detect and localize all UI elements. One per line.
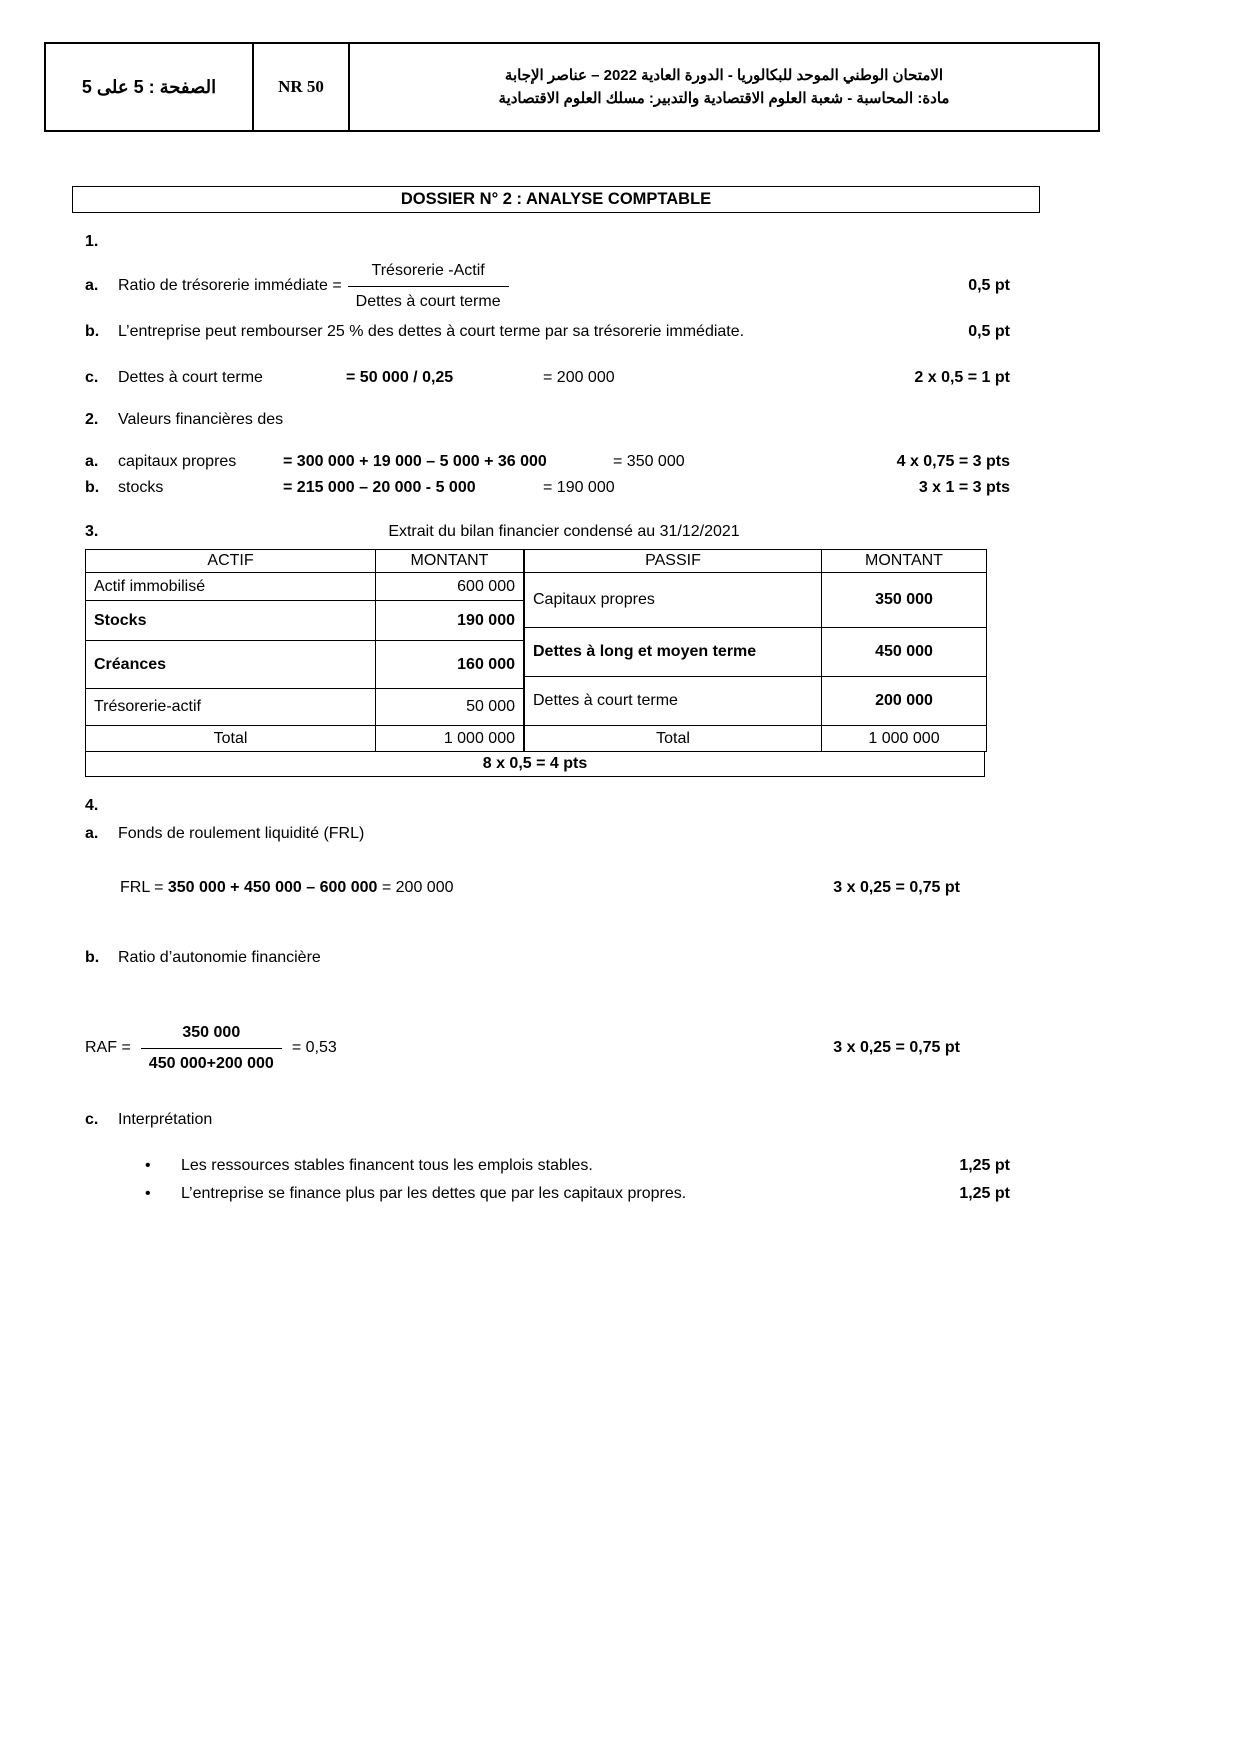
question-4-number: 4. [85, 797, 99, 814]
actif-row-value: 190 000 [376, 601, 524, 641]
passif-row-value: 200 000 [822, 677, 987, 726]
actif-header: ACTIF [86, 550, 376, 573]
raf-computation [85, 1019, 1010, 1077]
answer-4a-label: a. [85, 825, 99, 842]
montant-actif-header: MONTANT [376, 550, 524, 573]
answer-2a-expression: = 300 000 + 19 000 – 5 000 + 36 000 [283, 453, 547, 470]
passif-row-value: 350 000 [822, 573, 987, 628]
ratio-fraction [348, 257, 509, 315]
bilan-actif-table [85, 549, 524, 752]
raf-prefix: RAF = [85, 1039, 131, 1056]
answer-1c-points: 2 x 0,5 = 1 pt [914, 369, 1010, 386]
table-row [86, 573, 524, 601]
interpretation-text: Les ressources stables financent tous les emplois stables. [181, 1157, 593, 1174]
passif-total-label: Total [525, 726, 822, 752]
passif-header: PASSIF [525, 550, 822, 573]
frl-result: = 200 000 [381, 879, 454, 896]
answer-2a-result: = 350 000 [613, 453, 685, 470]
frl-points: 3 x 0,25 = 0,75 pt [833, 879, 960, 896]
answer-4a-text: Fonds de roulement liquidité (FRL) [118, 825, 365, 842]
answer-4b-text: Ratio d’autonomie financière [118, 949, 321, 966]
answer-2b-result: = 190 000 [543, 479, 615, 496]
actif-row-label: Actif immobilisé [86, 573, 376, 601]
bilan-caption: Extrait du bilan financier condensé au 31/12/2021 [388, 523, 740, 540]
montant-passif-header: MONTANT [822, 550, 987, 573]
bilan-header-row [86, 550, 524, 573]
table-row [525, 677, 987, 726]
answer-1c-expression: = 50 000 / 0,25 [346, 369, 454, 386]
question-2-heading [85, 407, 1010, 433]
answer-2b-points: 3 x 1 = 3 pts [918, 479, 1010, 496]
answer-1c-result: = 200 000 [543, 369, 615, 386]
interpretation-points: 1,25 pt [959, 1157, 1010, 1174]
actif-row-label: Trésorerie-actif [86, 689, 376, 726]
question-3-number: 3. [85, 523, 99, 540]
page-header [44, 42, 1100, 132]
answer-1c-label: c. [85, 369, 99, 386]
frl-expression: 350 000 + 450 000 – 600 000 [167, 879, 378, 896]
answer-4b [85, 945, 1010, 971]
answer-2a-name: capitaux propres [118, 453, 237, 470]
actif-total-row [86, 726, 524, 752]
table-row [525, 573, 987, 628]
answer-4b-label: b. [85, 949, 100, 966]
passif-row-label: Dettes à long et moyen terme [525, 628, 822, 677]
answer-1b-label: b. [85, 323, 100, 340]
question-2-number: 2. [85, 411, 99, 428]
answer-1b-text: L’entreprise peut rembourser 25 % des dettes à court terme par sa trésorerie immédiate. [118, 323, 745, 340]
bullet-icon: • [145, 1185, 151, 1202]
page-number-cell: الصفحة : 5 على 5 [46, 44, 254, 130]
passif-total-row [525, 726, 987, 752]
answer-1b [85, 319, 1010, 345]
answer-4c-text: Interprétation [118, 1111, 213, 1128]
raf-fraction [141, 1019, 282, 1077]
fraction-denominator: Dettes à court terme [355, 293, 501, 310]
bullet-icon: • [145, 1157, 151, 1174]
interpretation-points: 1,25 pt [959, 1185, 1010, 1202]
exam-title-cell [350, 44, 1098, 130]
raf-result: = 0,53 [291, 1039, 337, 1056]
actif-row-value: 50 000 [376, 689, 524, 726]
bilan-points-row: 8 x 0,5 = 4 pts [85, 752, 985, 777]
dossier-title: DOSSIER N° 2 : ANALYSE COMPTABLE [72, 186, 1040, 213]
answer-1c [85, 365, 1010, 391]
fraction-numerator: Trésorerie -Actif [348, 257, 509, 287]
interpretation-bullet-1 [145, 1153, 1010, 1179]
answer-1a-points: 0,5 pt [968, 277, 1010, 294]
exam-title-line1: الامتحان الوطني الموحد للبكالوريا - الدورة العادية 2022 – عناصر الإجابة [504, 66, 944, 84]
answers-content [85, 229, 1010, 1207]
answer-2a [85, 449, 1010, 475]
answer-2b [85, 475, 1010, 501]
raf-denominator: 450 000+200 000 [148, 1055, 274, 1072]
table-row [86, 601, 524, 641]
answer-1b-points: 0,5 pt [968, 323, 1010, 340]
answer-1a-label: a. [85, 277, 99, 294]
table-row [86, 689, 524, 726]
answer-2b-expression: = 215 000 – 20 000 - 5 000 [283, 479, 476, 496]
passif-row-label: Dettes à court terme [525, 677, 822, 726]
answer-2b-label: b. [85, 479, 100, 496]
answer-1a [85, 257, 1010, 315]
answer-4c [85, 1107, 1010, 1133]
frl-computation [120, 875, 1010, 901]
actif-total-label: Total [86, 726, 376, 752]
bilan-table [85, 549, 985, 777]
answer-2a-label: a. [85, 453, 99, 470]
passif-row-value: 450 000 [822, 628, 987, 677]
passif-row-label: Capitaux propres [525, 573, 822, 628]
question-2-text: Valeurs financières des [118, 411, 284, 428]
interpretation-bullet-2 [145, 1181, 1010, 1207]
actif-total-value: 1 000 000 [376, 726, 524, 752]
table-row [86, 641, 524, 689]
actif-row-value: 160 000 [376, 641, 524, 689]
answer-2b-name: stocks [118, 479, 164, 496]
bilan-header-row [525, 550, 987, 573]
frl-prefix: FRL = [120, 879, 164, 896]
raf-points: 3 x 0,25 = 0,75 pt [833, 1039, 960, 1056]
actif-row-label: Stocks [86, 601, 376, 641]
exam-title-line2: مادة: المحاسبة - شعبة العلوم الاقتصادية والتدبير: مسلك العلوم الاقتصادية [498, 90, 950, 107]
answer-2a-points: 4 x 0,75 = 3 pts [896, 453, 1010, 470]
answer-4a [85, 821, 1010, 847]
interpretation-text: L’entreprise se finance plus par les dettes que par les capitaux propres. [181, 1185, 687, 1202]
bilan-passif-table [524, 549, 987, 752]
table-row [525, 628, 987, 677]
actif-row-value: 600 000 [376, 573, 524, 601]
exam-reference-cell: NR 50 [254, 44, 350, 130]
raf-numerator: 350 000 [141, 1019, 282, 1049]
answer-4c-label: c. [85, 1111, 99, 1128]
answer-1c-text: Dettes à court terme [118, 369, 263, 386]
actif-row-label: Créances [86, 641, 376, 689]
answer-1a-text: Ratio de trésorerie immédiate = [118, 277, 342, 294]
question-3-heading [85, 519, 1010, 545]
question-1-number: 1. [85, 233, 99, 250]
passif-total-value: 1 000 000 [822, 726, 987, 752]
